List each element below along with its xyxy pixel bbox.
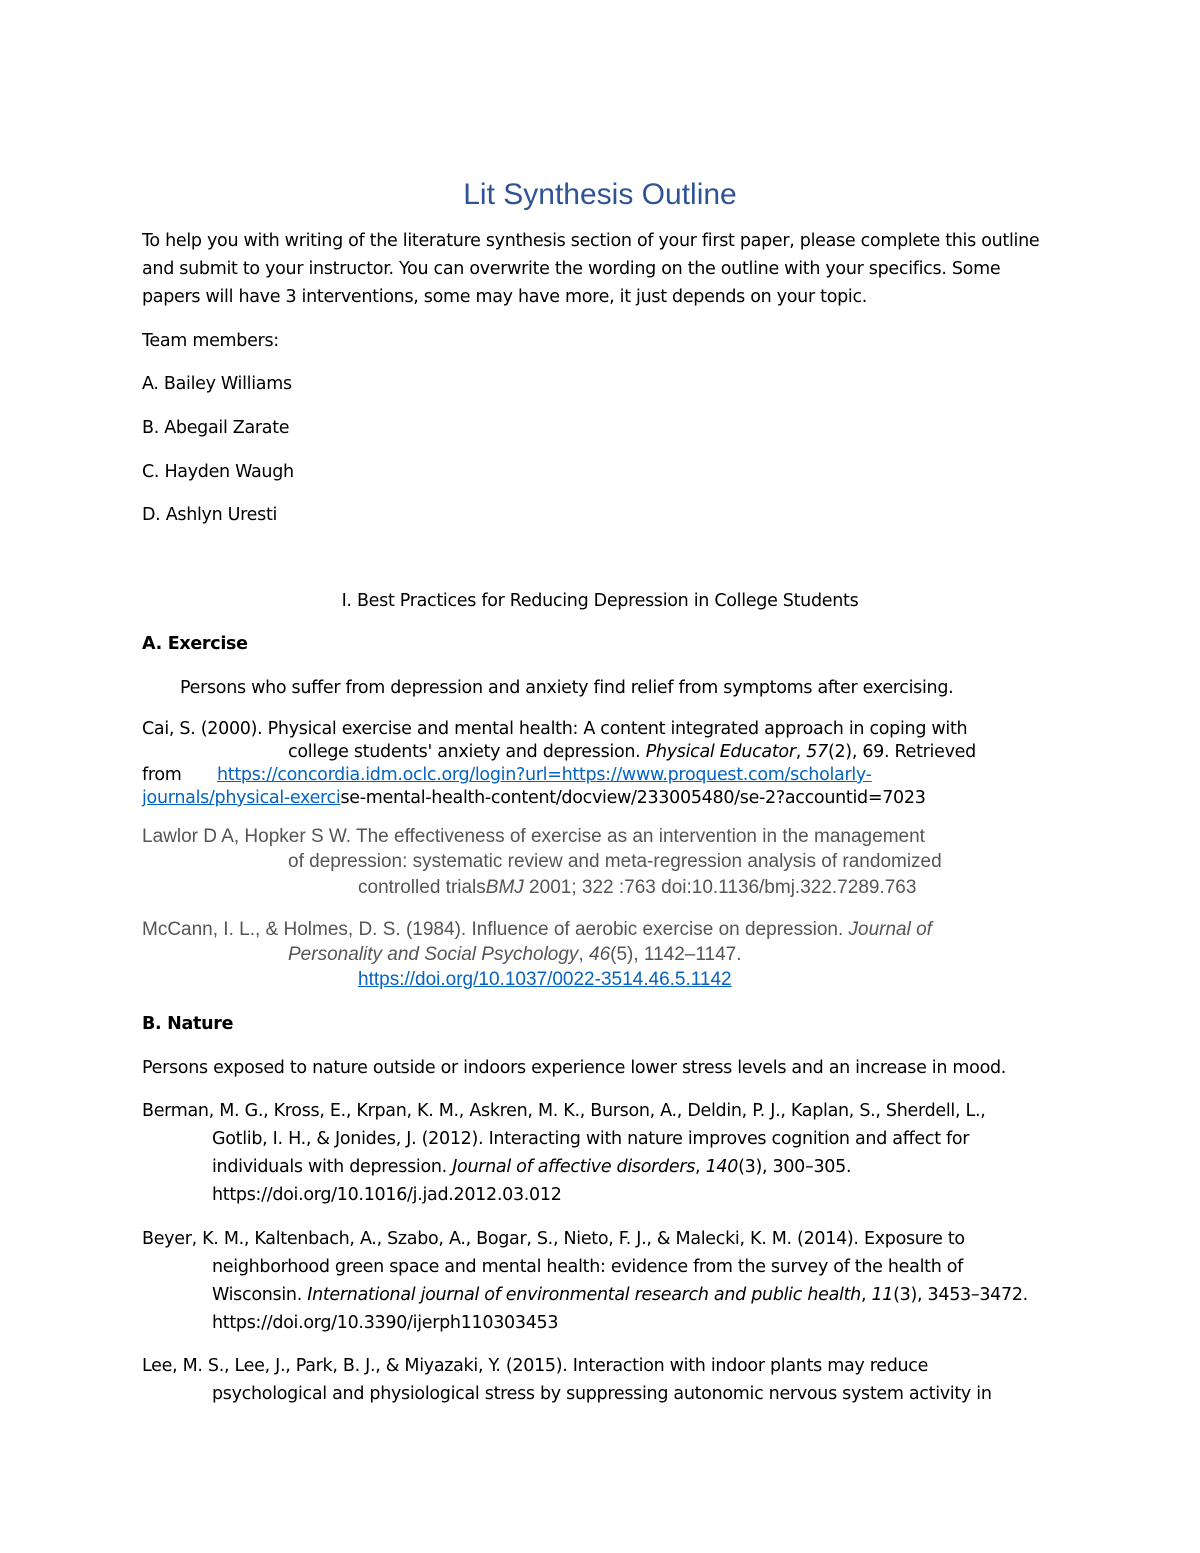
cai-url-link-continued[interactable]: journals/physical-exerci bbox=[142, 788, 341, 808]
intro-paragraph: To help you with writing of the literature synthesis section of your first paper, please complete this outline and submit to your instructor. You can overwrite the wording on the outline with your specifics. Some papers will have 3 interventions, some may have more, it just depends on your topic. bbox=[142, 231, 1040, 307]
cai-url-link[interactable]: https://concordia.idm.oclc.org/login?url=https://www.proquest.com/scholarly- bbox=[217, 765, 872, 785]
team-member: A. Bailey Williams bbox=[142, 374, 292, 394]
nature-heading: B. Nature bbox=[142, 1014, 234, 1034]
team-member: C. Hayden Waugh bbox=[142, 462, 294, 482]
mccann-doi-link[interactable]: https://doi.org/10.1037/0022-3514.46.5.1142 bbox=[358, 969, 732, 990]
exercise-statement: Persons who suffer from depression and anxiety find relief from symptoms after exercising. bbox=[180, 678, 954, 698]
exercise-heading: A. Exercise bbox=[142, 634, 248, 654]
page-title: Lit Synthesis Outline bbox=[463, 178, 737, 211]
team-member: B. Abegail Zarate bbox=[142, 418, 290, 438]
section-heading: I. Best Practices for Reducing Depression in College Students bbox=[341, 591, 859, 611]
document-page: Lit Synthesis Outline To help you with writing of the literature synthesis section of your first paper, please complete this outline and submit to your instructor. You can overwrite the wording on the outline with your specifics. Some papers will have 3 interventions, some may have more, it just depends on your topic. Team members: A. Bailey Williams B. Abegail Zarate C. Hayden Waugh D. Ashlyn Uresti I. Best Practices for Reducing Depression in College Students A. Exercise Persons who suffer from depression and anxiety find relief from symptoms after exercising. Cai, S. (2000). Physical exercise and mental health: A content integrated approach in coping with college students' anxiety and depression. Physical Educator, 57(2), 69. Retrieved from https://concordia.idm.oclc.org/login?url=https://www.proquest.com/scholarly- journals/physical-exercise-mental-health-content/docview/233005480/se-2?accountid=7023 Lawlor D A, Hopker S W. The effectiveness of exercise as an intervention in the management of depression: systematic review and meta-regression analysis of randomized controlled trialsBMJ 2001; 322 :763 doi:10.1136/bmj.322.7289.763 McCann, I. L., & Holmes, D. S. (1984). Influence of aerobic exercise on depression. Journal of Personality and Social Psychology, 46(5), 1142–1147. https://doi.org/10.1037/0022-3514.46.5.1142 B. Nature Persons exposed to nature outside or indoors experience lower stress levels and an increase in mood. Berman, M. G., Kross, E., Krpan, K. M., Askren, M. K., Burson, A., Deldin, P. J., Kaplan, S., Sherdell, L., Gotlib, I. H., & Jonides, J. (2012). Interacting with nature improves cognition and affect for individuals with depression. Journal of affective disorders, 140(3), 300–305. https://doi.org/10.1016/j.jad.2012.03.012 Beyer, K. M., Kaltenbach, A., Szabo, A., Bogar, S., Nieto, F. J., & Malecki, K. M. (2014). Exposure to neighborhood green space and mental health: evidence from the survey of the health of Wisconsin. International journal of environmental research and public health, 11(3), 3453–3472. https://doi.org/10.3390/ijerph110303453 Lee, M. S., Lee, J., Park, B. J., & Miyazaki, Y. (2015). Interaction with indoor plants may reduce psychological and physiological stress by suppressing autonomic nervous system activity in bbox=[0, 0, 1200, 1553]
team-member: D. Ashlyn Uresti bbox=[142, 505, 278, 525]
nature-statement: Persons exposed to nature outside or indoors experience lower stress levels and an increase in mood. bbox=[142, 1058, 1007, 1078]
team-label: Team members: bbox=[142, 331, 279, 351]
